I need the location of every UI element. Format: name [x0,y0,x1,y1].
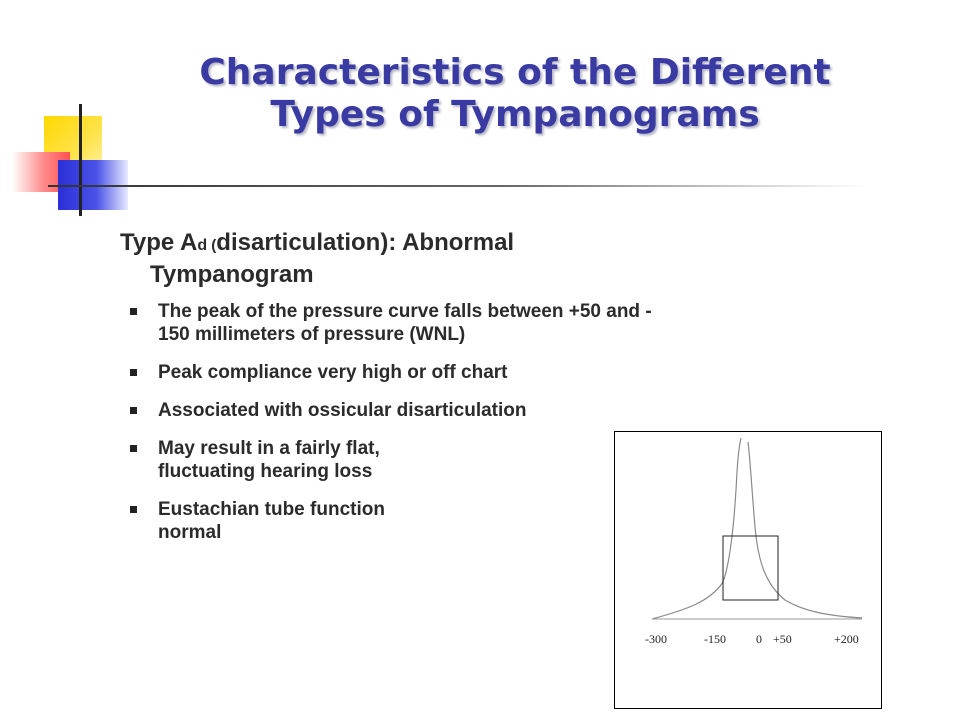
slide-title-line2: Types of Tympanograms [270,94,760,135]
bullet-text-line1: May result in a fairly flat, [158,438,380,459]
square-bullet-icon [130,506,137,513]
heading-line2: Tympanogram [150,261,314,288]
heading-rest: Abnormal [396,229,515,256]
decorative-vertical-line [79,104,82,216]
slide-title-line1: Characteristics of the Different [199,52,831,93]
slide-title [140,52,890,136]
tympanogram-figure [614,431,882,709]
x-tick-label: +50 [773,632,792,646]
x-tick-label: -150 [704,632,726,646]
bullet-text-line2: fluctuating hearing loss [158,461,373,482]
tympanogram-curve [652,438,862,619]
bullet-item [130,300,858,346]
paren-open: ( [207,237,217,254]
bullet-text-line2: normal [158,522,222,543]
bullet-item [130,399,858,422]
x-tick-label: 0 [756,632,762,646]
bullet-item [130,498,498,544]
type-subscript: d [197,237,208,254]
paren-text: disarticulation): [216,229,397,256]
tympanogram-svg [615,432,881,708]
bullet-text-line1: Peak compliance very high or off chart [158,362,508,383]
bullet-text-line1: The peak of the pressure curve falls between +50 and - [158,301,652,322]
square-bullet-icon [130,445,137,452]
square-bullet-icon [130,308,137,315]
x-tick-label: +200 [834,632,859,646]
title-underline [48,185,868,187]
type-heading [120,228,780,289]
bullet-text-line1: Associated with ossicular disarticulation [158,400,527,421]
bullet-item [130,361,858,384]
bullet-text-line1: Eustachian tube function [158,499,385,520]
square-bullet-icon [130,407,137,414]
square-bullet-icon [130,369,137,376]
bullet-item [130,437,498,483]
type-label: Type A [120,229,198,256]
bullet-text-line2: 150 millimeters of pressure (WNL) [158,324,466,345]
x-tick-label: -300 [645,632,667,646]
